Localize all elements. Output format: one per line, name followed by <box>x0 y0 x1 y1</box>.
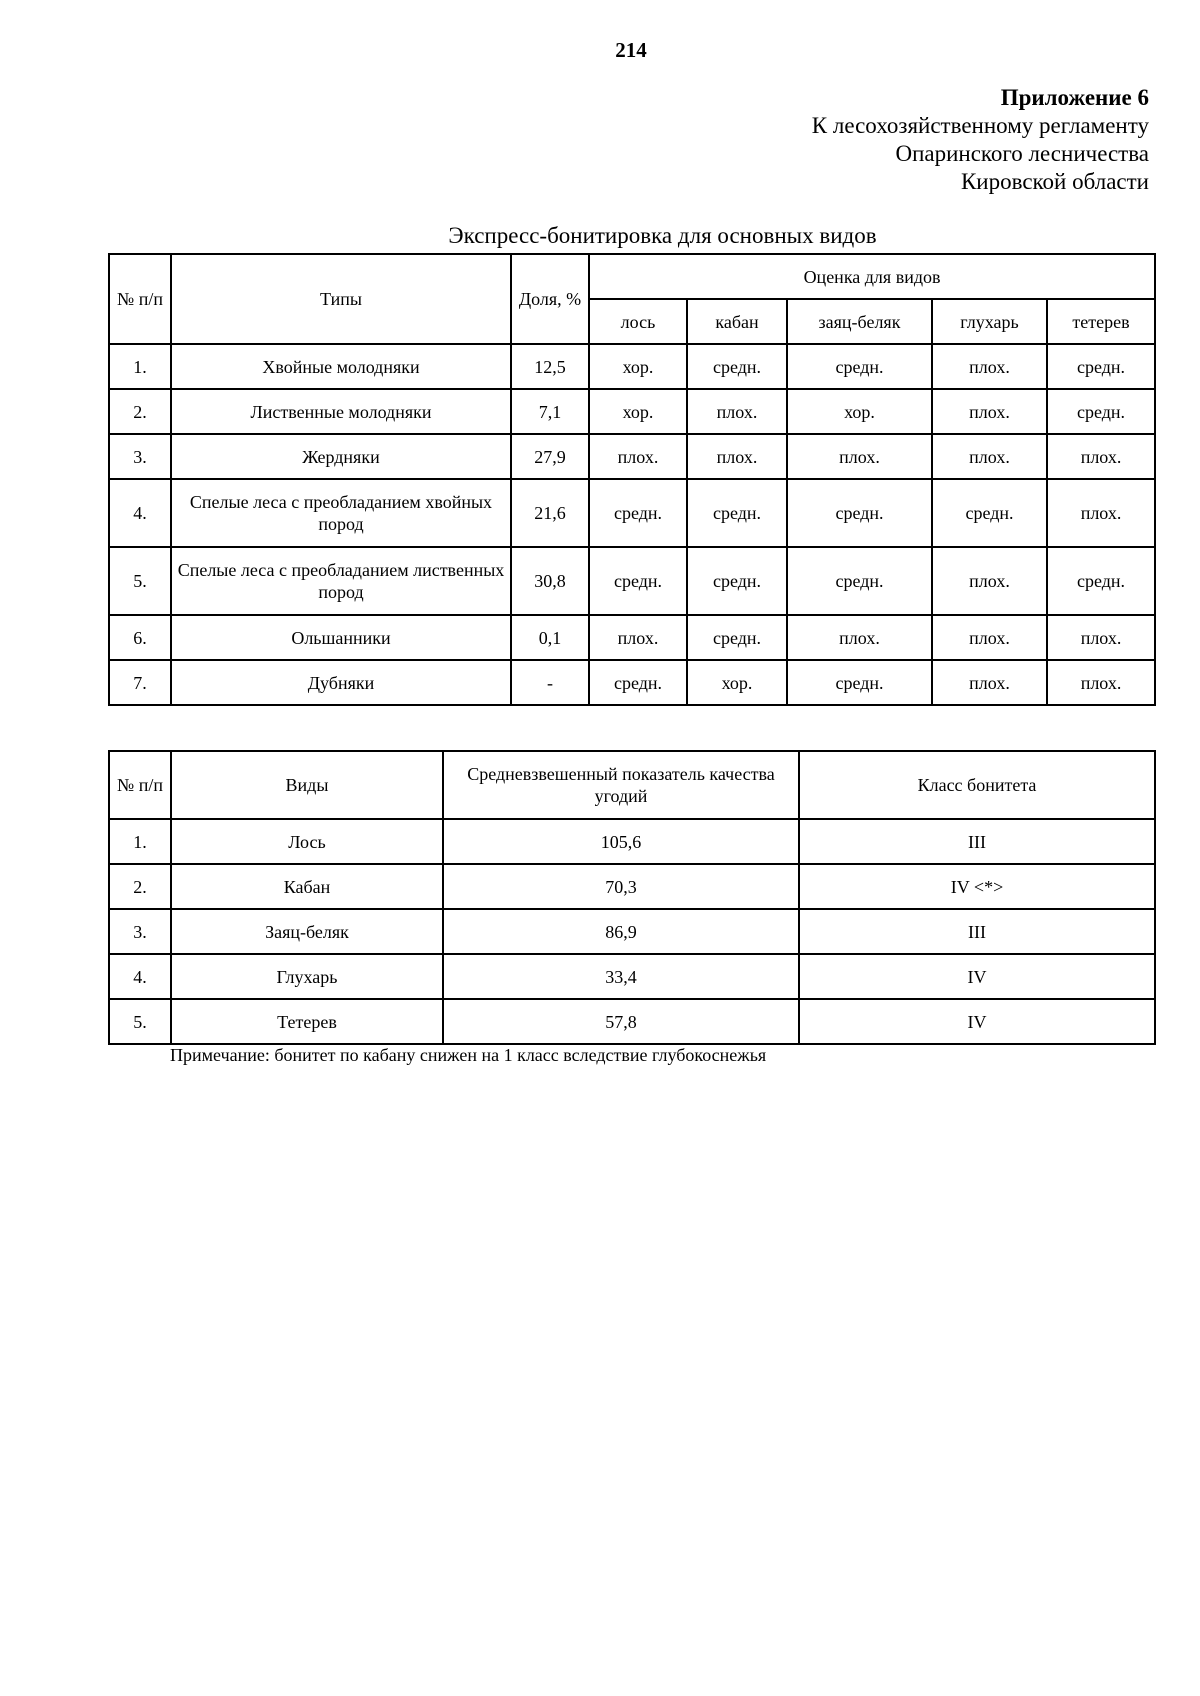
row-species: Заяц-беляк <box>171 909 443 954</box>
table-row <box>109 479 1155 547</box>
row-number: 4. <box>109 954 171 999</box>
row-type: Дубняки <box>171 660 511 705</box>
row-number: 2. <box>109 864 171 909</box>
table-row <box>109 864 1155 909</box>
row-rating: средн. <box>687 479 787 547</box>
row-rating: хор. <box>787 389 932 434</box>
row-share: 12,5 <box>511 344 589 389</box>
row-share: - <box>511 660 589 705</box>
header-species: Виды <box>171 751 443 819</box>
row-rating: плох. <box>932 660 1047 705</box>
row-rating: плох. <box>932 434 1047 479</box>
row-rating: хор. <box>687 660 787 705</box>
row-index: 70,3 <box>443 864 799 909</box>
table-row <box>109 819 1155 864</box>
header-species: лось <box>589 299 687 344</box>
table-row <box>109 547 1155 615</box>
row-rating: средн. <box>787 660 932 705</box>
header-class: Класс бонитета <box>799 751 1155 819</box>
header-species: глухарь <box>932 299 1047 344</box>
row-species: Кабан <box>171 864 443 909</box>
row-type: Жердняки <box>171 434 511 479</box>
row-rating: средн. <box>687 547 787 615</box>
table-row <box>109 909 1155 954</box>
row-share: 0,1 <box>511 615 589 660</box>
row-rating: средн. <box>1047 344 1155 389</box>
row-rating: средн. <box>787 344 932 389</box>
row-rating: плох. <box>687 434 787 479</box>
row-class: III <box>799 909 1155 954</box>
table-caption: Экспресс-бонитировка для основных видов <box>448 223 877 248</box>
page-number: 214 <box>615 38 647 62</box>
row-rating: плох. <box>787 434 932 479</box>
row-share: 30,8 <box>511 547 589 615</box>
row-rating: средн. <box>589 547 687 615</box>
row-rating: плох. <box>589 615 687 660</box>
row-index: 57,8 <box>443 999 799 1044</box>
row-share: 21,6 <box>511 479 589 547</box>
table-row <box>109 389 1155 434</box>
table-row <box>109 434 1155 479</box>
row-rating: средн. <box>787 479 932 547</box>
row-type: Хвойные молодняки <box>171 344 511 389</box>
row-species: Тетерев <box>171 999 443 1044</box>
appendix-line-2: Опаринского лесничества <box>895 141 1149 166</box>
note: Примечание: бонитет по кабану снижен на 1 класс вследствие глубокоснежья <box>170 1045 767 1065</box>
row-number: 3. <box>109 909 171 954</box>
row-rating: хор. <box>589 344 687 389</box>
row-class: IV <*> <box>799 864 1155 909</box>
row-index: 105,6 <box>443 819 799 864</box>
row-rating: плох. <box>1047 660 1155 705</box>
row-species: Глухарь <box>171 954 443 999</box>
header-types: Типы <box>171 254 511 344</box>
header-rating: Оценка для видов <box>589 254 1155 299</box>
header-num: № п/п <box>109 751 171 819</box>
row-index: 86,9 <box>443 909 799 954</box>
row-index: 33,4 <box>443 954 799 999</box>
row-share: 27,9 <box>511 434 589 479</box>
row-rating: плох. <box>1047 615 1155 660</box>
row-type: Спелые леса с преобладанием лиственных пород <box>171 547 511 615</box>
row-number: 3. <box>109 434 171 479</box>
row-rating: средн. <box>787 547 932 615</box>
row-rating: плох. <box>932 344 1047 389</box>
row-rating: средн. <box>589 660 687 705</box>
header-index: Средневзвешенный показатель качества угодий <box>443 751 799 819</box>
table-row <box>109 344 1155 389</box>
table-row <box>109 660 1155 705</box>
row-rating: плох. <box>589 434 687 479</box>
row-number: 2. <box>109 389 171 434</box>
header-num: № п/п <box>109 254 171 344</box>
row-number: 1. <box>109 819 171 864</box>
row-class: IV <box>799 954 1155 999</box>
row-type: Ольшанники <box>171 615 511 660</box>
row-rating: плох. <box>932 389 1047 434</box>
table-row <box>109 999 1155 1044</box>
row-number: 7. <box>109 660 171 705</box>
row-rating: хор. <box>589 389 687 434</box>
row-rating: средн. <box>1047 547 1155 615</box>
table-row <box>109 615 1155 660</box>
header-species: заяц-беляк <box>787 299 932 344</box>
row-rating: средн. <box>589 479 687 547</box>
table-row <box>109 954 1155 999</box>
row-number: 1. <box>109 344 171 389</box>
row-class: III <box>799 819 1155 864</box>
row-rating: средн. <box>932 479 1047 547</box>
row-rating: средн. <box>687 344 787 389</box>
header-share: Доля, % <box>511 254 589 344</box>
row-number: 4. <box>109 479 171 547</box>
row-number: 5. <box>109 547 171 615</box>
row-number: 6. <box>109 615 171 660</box>
row-rating: средн. <box>1047 389 1155 434</box>
row-rating: средн. <box>687 615 787 660</box>
bonitet-class-table <box>108 750 1156 1045</box>
row-species: Лось <box>171 819 443 864</box>
appendix-line-3: Кировской области <box>960 169 1149 194</box>
row-rating: плох. <box>787 615 932 660</box>
row-rating: плох. <box>687 389 787 434</box>
row-type: Лиственные молодняки <box>171 389 511 434</box>
row-rating: плох. <box>1047 479 1155 547</box>
row-number: 5. <box>109 999 171 1044</box>
appendix-header <box>812 84 1149 196</box>
row-type: Спелые леса с преобладанием хвойных пород <box>171 479 511 547</box>
row-rating: плох. <box>932 547 1047 615</box>
appendix-line-1: К лесохозяйственному регламенту <box>811 113 1149 138</box>
row-rating: плох. <box>932 615 1047 660</box>
appendix-title: Приложение 6 <box>1000 85 1149 110</box>
row-class: IV <box>799 999 1155 1044</box>
header-species: кабан <box>687 299 787 344</box>
bonitet-rating-table <box>108 253 1156 706</box>
row-share: 7,1 <box>511 389 589 434</box>
row-rating: плох. <box>1047 434 1155 479</box>
header-species: тетерев <box>1047 299 1155 344</box>
